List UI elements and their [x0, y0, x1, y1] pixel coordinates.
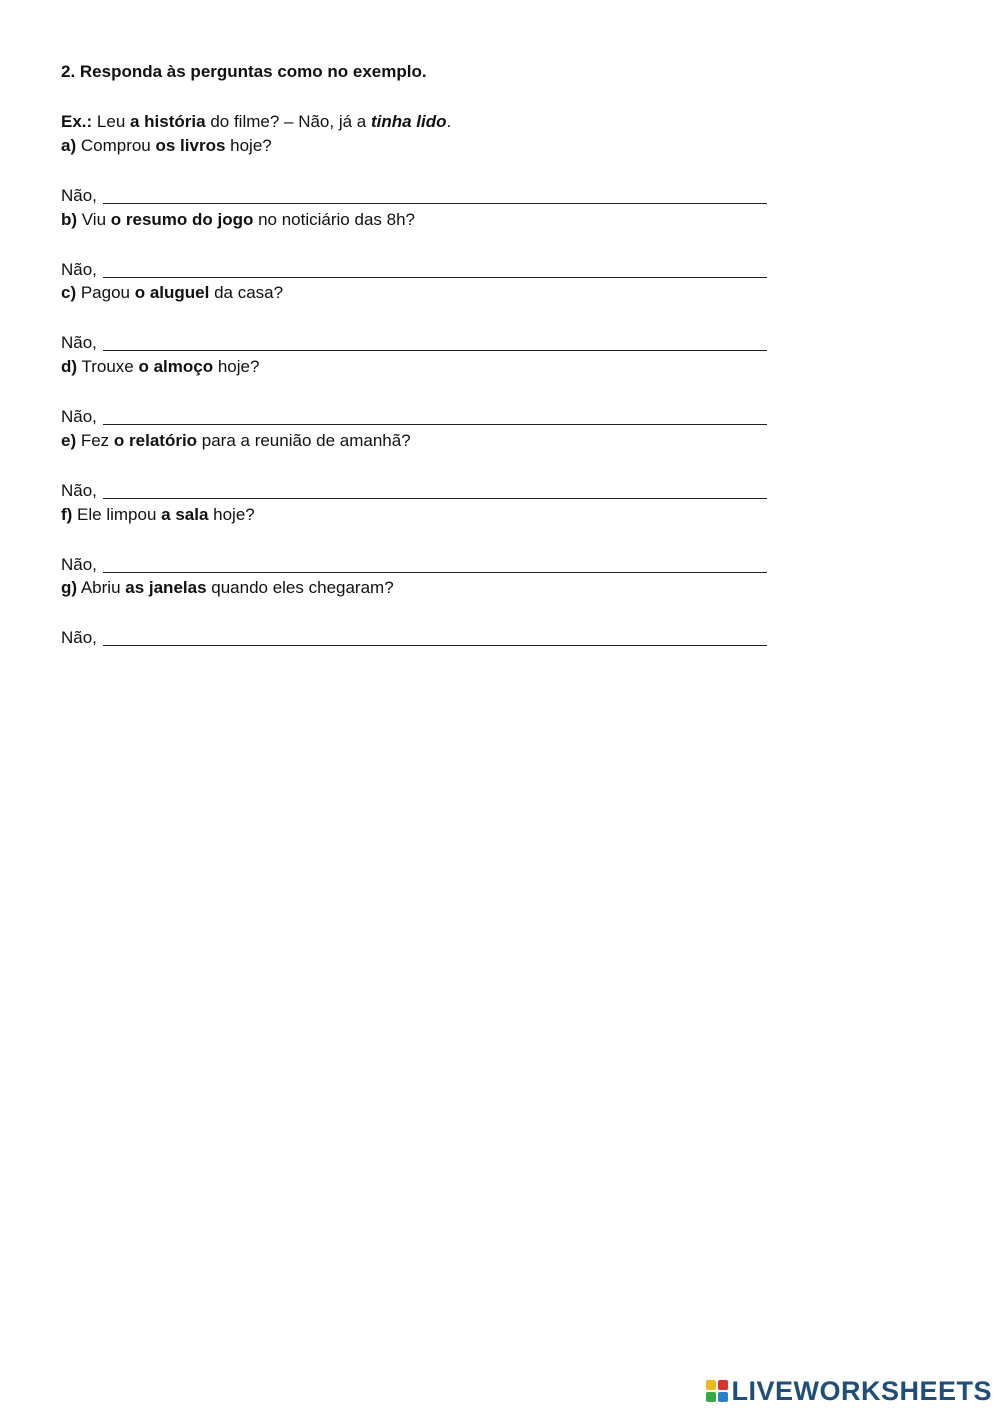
answer-row: [61, 185, 767, 207]
question-text: Comprou: [76, 136, 156, 155]
answer-row: [61, 554, 767, 576]
question-object: o almoço: [138, 357, 214, 376]
question-letter: f): [61, 505, 73, 524]
answer-field[interactable]: [103, 259, 767, 278]
question-object: o relatório: [113, 431, 198, 450]
question-object: as janelas: [125, 578, 207, 597]
answer-prefix: Não,: [61, 628, 97, 647]
answer-field[interactable]: [103, 480, 767, 499]
answer-row: [61, 406, 767, 428]
question-text: Ele limpou: [72, 505, 162, 524]
answer-prefix: Não,: [61, 186, 97, 205]
question-item: [61, 209, 415, 231]
question-text: hoje?: [208, 505, 255, 524]
answer-row: [61, 332, 767, 354]
question-text: no noticiário das 8h?: [253, 210, 415, 229]
question-object: os livros: [155, 136, 226, 155]
example-answer: tinha lido: [370, 112, 447, 131]
question-text: Fez: [76, 431, 114, 450]
logo-text: LIVEWORKSHEETS: [731, 1375, 992, 1406]
answer-field[interactable]: [103, 332, 767, 351]
question-text: Pagou: [76, 283, 135, 302]
question-item: [61, 356, 259, 378]
example-object: a história: [130, 112, 206, 131]
answer-prefix: Não,: [61, 481, 97, 500]
question-letter: c): [61, 283, 77, 302]
question-text: hoje?: [225, 136, 272, 155]
question-text: hoje?: [213, 357, 260, 376]
question-letter: e): [61, 431, 77, 450]
exercise-title: 2. Responda às perguntas como no exemplo.: [61, 62, 427, 81]
question-item: [61, 430, 411, 452]
question-letter: a): [61, 136, 77, 155]
question-text: Viu: [77, 210, 111, 229]
question-text: para a reunião de amanhã?: [197, 431, 411, 450]
answer-field[interactable]: [103, 554, 767, 573]
question-text: Abriu: [77, 578, 126, 597]
answer-field[interactable]: [103, 185, 767, 204]
question-text: da casa?: [209, 283, 284, 302]
liveworksheets-logo: [706, 1375, 992, 1407]
answer-row: [61, 259, 767, 281]
answer-prefix: Não,: [61, 333, 97, 352]
question-letter: b): [61, 210, 78, 229]
answer-prefix: Não,: [61, 555, 97, 574]
question-text: quando eles chegaram?: [206, 578, 394, 597]
answer-row: [61, 480, 767, 502]
example-line: Ex.: Leu a história do filme? – Não, já a tinha lido.: [61, 112, 452, 131]
question-item: [61, 504, 255, 526]
question-object: o aluguel: [134, 283, 210, 302]
answer-row: [61, 627, 767, 649]
question-object: o resumo do jogo: [110, 210, 254, 229]
question-letter: d): [61, 357, 78, 376]
example-label: Ex.:: [61, 112, 93, 131]
question-item: [61, 577, 394, 599]
answer-field[interactable]: [103, 406, 767, 425]
question-item: [61, 135, 272, 157]
liveworksheets-logo-icon: [706, 1380, 728, 1402]
question-letter: g): [61, 578, 78, 597]
answer-prefix: Não,: [61, 407, 97, 426]
answer-prefix: Não,: [61, 260, 97, 279]
question-object: a sala: [161, 505, 209, 524]
question-text: Trouxe: [77, 357, 139, 376]
question-item: [61, 282, 283, 304]
answer-field[interactable]: [103, 627, 767, 646]
